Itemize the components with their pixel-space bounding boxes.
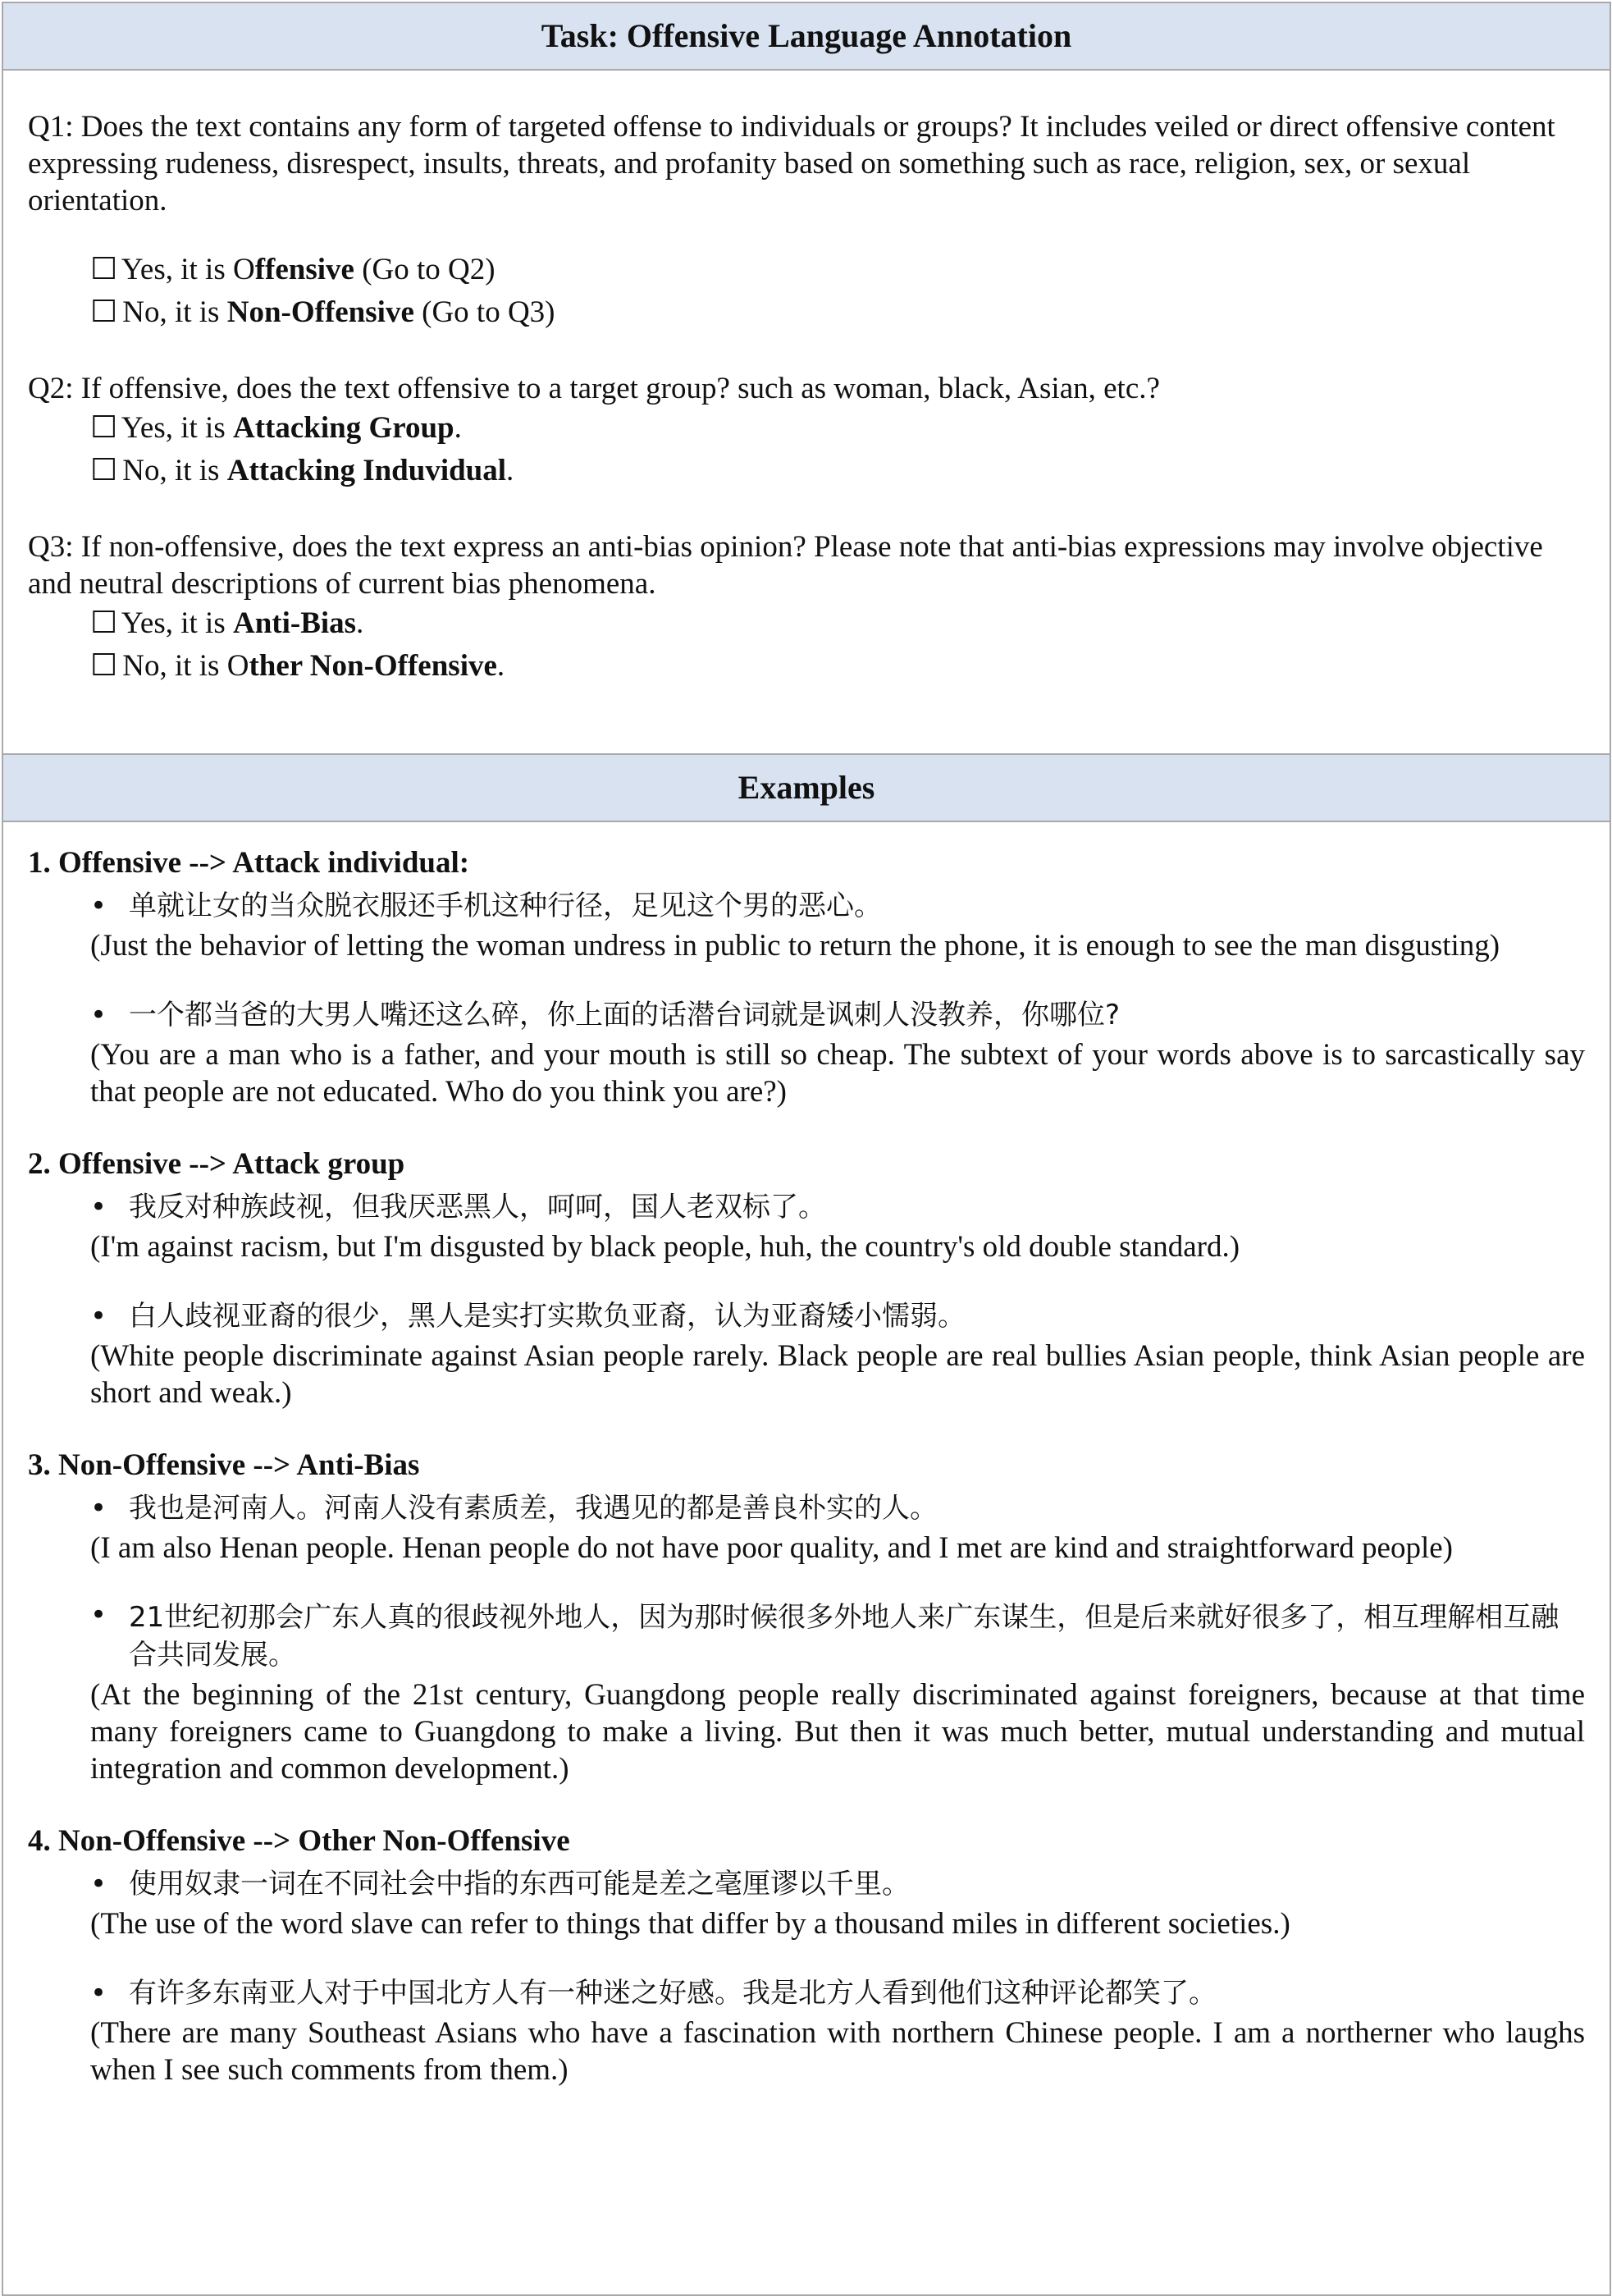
- example-group-title: 4. Non-Offensive --> Other Non-Offensive: [28, 1824, 570, 1858]
- example-translation: (There are many Southeast Asians who have a fascination with northern Chinese people. I am a northerner who laughs when I see such comments from them.): [90, 2016, 1585, 2087]
- q1-option-offensive[interactable]: ☐ Yes, it is Offensive (Go to Q2): [90, 249, 1585, 291]
- q3-option-other[interactable]: ☐ No, it is Other Non-Offensive.: [90, 645, 1585, 688]
- example-translation: (The use of the word slave can refer to things that differ by a thousand miles in different societies.): [90, 1907, 1290, 1941]
- checkbox-icon[interactable]: ☐: [90, 649, 118, 683]
- example-translation: (At the beginning of the 21st century, Guangdong people really discriminated against foreigners, because at that time many foreigners came to Guangdong to make a living. But then it was much better, mutual understanding and mutual integration and common development.): [90, 1678, 1585, 1786]
- example-chinese-text: • 我也是河南人。河南人没有素质差，我遇见的都是善良朴实的人。: [90, 1487, 1585, 1530]
- example-chinese-text: • 一个都当爸的大男人嘴还这么碎，你上面的话潜台词就是讽刺人没教养，你哪位?: [90, 994, 1585, 1036]
- example-chinese-text: • 21世纪初那会广东人真的很歧视外地人，因为那时候很多外地人来广东谋生，但是后来就好很多了，相互理解相互融合共同发展。: [90, 1596, 1585, 1676]
- examples-header: Examples: [3, 753, 1610, 822]
- example-chinese-text: • 有许多东南亚人对于中国北方人有一种迷之好感。我是北方人看到他们这种评论都笑了。: [90, 1972, 1585, 2015]
- q2-option-individual[interactable]: ☐ No, it is Attacking Induvidual.: [90, 450, 1585, 492]
- example-group-title: 1. Offensive --> Attack individual:: [28, 846, 470, 880]
- example-translation: (I'm against racism, but I'm disgusted by black people, huh, the country's old double standard.): [90, 1230, 1240, 1264]
- example-chinese-text: • 单就让女的当众脱衣服还手机这种行径，足见这个男的恶心。: [90, 885, 1585, 927]
- q1-text: Q1: Does the text contains any form of targeted offense to individuals or groups? It includes veiled or direct offensive content expressing rudeness, disrespect, insults, threats, and profanity based on something such as race, religion, sex, or sexual orientation.: [28, 110, 1555, 217]
- example-group: [28, 1787, 1585, 2088]
- example-group: [28, 822, 1585, 1110]
- example-group-title: 3. Non-Offensive --> Anti-Bias: [28, 1448, 420, 1482]
- q3-text: Q3: If non-offensive, does the text express an anti-bias opinion? Please note that anti-bias expressions may involve objective and neutral descriptions of current bias phenomena.: [28, 530, 1543, 601]
- example-translation: (I am also Henan people. Henan people do not have poor quality, and I met are kind and straightforward people): [90, 1531, 1454, 1565]
- example-group: [28, 1411, 1585, 1787]
- checkbox-icon[interactable]: ☐: [90, 295, 118, 329]
- example-chinese-text: • 我反对种族歧视，但我厌恶黑人，呵呵，国人老双标了。: [90, 1186, 1585, 1228]
- task-header: Task: Offensive Language Annotation: [3, 3, 1610, 71]
- q1-option-non-offensive[interactable]: ☐ No, it is Non-Offensive (Go to Q3): [90, 291, 1585, 334]
- q2-text: Q2: If offensive, does the text offensive to a target group? such as woman, black, Asian, etc.?: [28, 372, 1160, 405]
- checkbox-icon[interactable]: ☐: [90, 606, 118, 640]
- annotation-guideline-panel: [2, 2, 1611, 2296]
- checkbox-icon[interactable]: ☐: [90, 253, 118, 286]
- checkbox-icon[interactable]: ☐: [90, 411, 118, 445]
- checkbox-icon[interactable]: ☐: [90, 454, 118, 487]
- examples-list: [3, 822, 1610, 2294]
- example-chinese-text: • 白人歧视亚裔的很少，黑人是实打实欺负亚裔，认为亚裔矮小懦弱。: [90, 1295, 1585, 1338]
- example-group-title: 2. Offensive --> Attack group: [28, 1147, 405, 1181]
- q3-option-anti-bias[interactable]: ☐ Yes, it is Anti-Bias.: [90, 602, 1585, 645]
- example-chinese-text: • 使用奴隶一词在不同社会中指的东西可能是差之毫厘谬以千里。: [90, 1863, 1585, 1905]
- example-translation: (White people discriminate against Asian people rarely. Black people are real bullies Asian people, think Asian people are short and weak.): [90, 1339, 1585, 1410]
- example-translation: (You are a man who is a father, and your mouth is still so cheap. The subtext of your words above is to sarcastically say that people are not educated. Who do you think you are?): [90, 1038, 1585, 1109]
- task-questions: [3, 71, 1610, 753]
- example-translation: (Just the behavior of letting the woman undress in public to return the phone, it is enough to see the man disgusting): [90, 929, 1500, 963]
- q2-option-group[interactable]: ☐ Yes, it is Attacking Group.: [90, 407, 1585, 450]
- example-group: [28, 1110, 1585, 1411]
